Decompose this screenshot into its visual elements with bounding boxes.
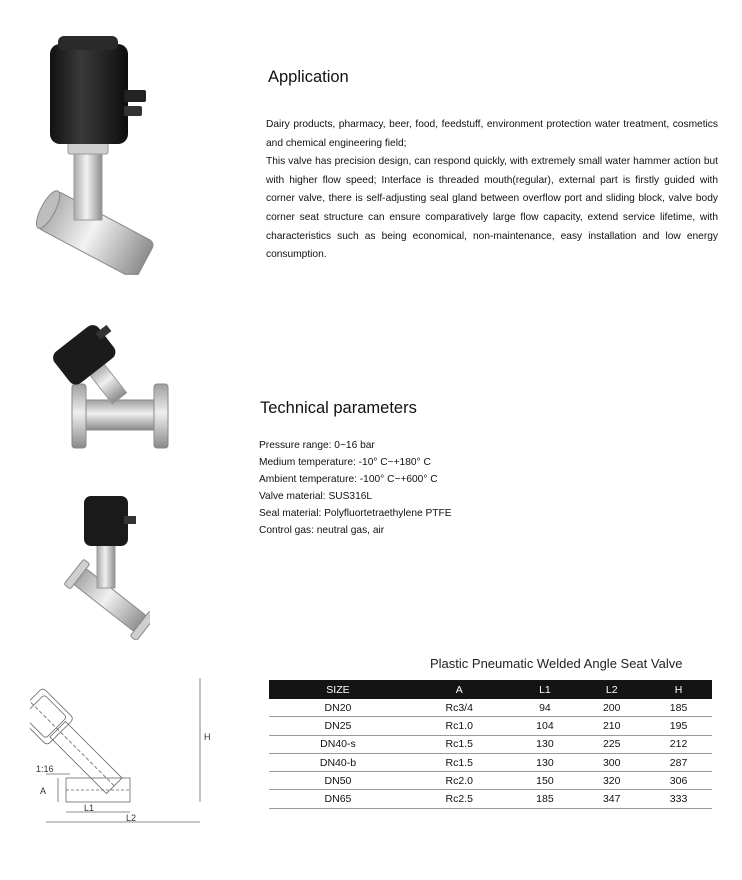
cell-l1: 130 xyxy=(512,735,579,753)
cell-h: 306 xyxy=(645,772,712,790)
table-row xyxy=(269,772,712,790)
table-row xyxy=(269,735,712,753)
col-size: SIZE xyxy=(269,680,407,699)
cell-l2: 200 xyxy=(578,699,645,717)
drawing-label-l1: L1 xyxy=(84,803,95,813)
technical-heading: Technical parameters xyxy=(260,399,417,417)
application-heading: Application xyxy=(268,68,349,86)
table-row xyxy=(269,753,712,771)
cell-a: Rc1.5 xyxy=(407,735,512,753)
param-control-gas: Control gas: neutral gas, air xyxy=(259,525,385,537)
param-medium-temperature: Medium temperature: -10° C~+180° C xyxy=(259,457,431,469)
drawing-label-h: H xyxy=(204,732,211,742)
col-l2: L2 xyxy=(578,680,645,699)
cell-size: DN40-s xyxy=(269,735,407,753)
dimension-drawing xyxy=(30,668,220,828)
cell-a: Rc2.0 xyxy=(407,772,512,790)
cell-size: DN40-b xyxy=(269,753,407,771)
cell-h: 195 xyxy=(645,717,712,735)
cell-l2: 347 xyxy=(578,790,645,808)
valve-photo-threaded xyxy=(28,30,158,275)
table-row xyxy=(269,699,712,717)
drawing-label-ratio: 1:16 xyxy=(36,764,54,774)
cell-l1: 104 xyxy=(512,717,579,735)
cell-h: 287 xyxy=(645,753,712,771)
cell-size: DN25 xyxy=(269,717,407,735)
cell-h: 185 xyxy=(645,699,712,717)
param-pressure: Pressure range: 0~16 bar xyxy=(259,440,375,451)
drawing-label-l2: L2 xyxy=(126,813,137,823)
table-header-row xyxy=(269,680,712,699)
cell-l2: 320 xyxy=(578,772,645,790)
col-l1: L1 xyxy=(512,680,579,699)
table-row xyxy=(269,790,712,808)
col-h: H xyxy=(645,680,712,699)
cell-a: Rc1.5 xyxy=(407,753,512,771)
cell-l2: 300 xyxy=(578,753,645,771)
cell-a: Rc3/4 xyxy=(407,699,512,717)
param-seal-material: Seal material: Polyfluortetraethylene PTFE xyxy=(259,508,452,520)
dimension-table-wrap xyxy=(269,680,712,809)
application-paragraph-2: This valve has precision design, can respond quickly, with extremely small water hammer action but with higher flow speed; Interface is threaded mouth(regular), external part is firstly guided with corner valve, there is self-adjusting seal gland between overflow port and sliding block, valve body corner seat structure can ensure comparatively large flow capacity, extend service lifetime, with characteristics such as being economical, non-maintenance, easy installation and low energy consumption. xyxy=(266,156,718,261)
valve-photo-flanged xyxy=(38,322,178,462)
technical-parameters-list xyxy=(259,437,559,540)
cell-size: DN65 xyxy=(269,790,407,808)
cell-l2: 225 xyxy=(578,735,645,753)
cell-l1: 150 xyxy=(512,772,579,790)
param-ambient-temperature: Ambient temperature: -100° C~+600° C xyxy=(259,474,438,486)
cell-a: Rc2.5 xyxy=(407,790,512,808)
cell-l1: 94 xyxy=(512,699,579,717)
cell-h: 212 xyxy=(645,735,712,753)
table-title: Plastic Pneumatic Welded Angle Seat Valve xyxy=(430,656,683,671)
cell-size: DN20 xyxy=(269,699,407,717)
table-row xyxy=(269,717,712,735)
col-a: A xyxy=(407,680,512,699)
valve-photo-clamp xyxy=(60,490,150,640)
param-valve-material: Valve material: SUS316L xyxy=(259,491,373,503)
dimension-table xyxy=(269,680,712,809)
cell-h: 333 xyxy=(645,790,712,808)
cell-size: DN50 xyxy=(269,772,407,790)
drawing-label-a: A xyxy=(40,786,47,796)
cell-l1: 185 xyxy=(512,790,579,808)
cell-l2: 210 xyxy=(578,717,645,735)
cell-l1: 130 xyxy=(512,753,579,771)
cell-a: Rc1.0 xyxy=(407,717,512,735)
application-paragraph-1: Dairy products, pharmacy, beer, food, feedstuff, environment protection water treatment, cosmetics and chemical engineering field; xyxy=(266,119,718,149)
